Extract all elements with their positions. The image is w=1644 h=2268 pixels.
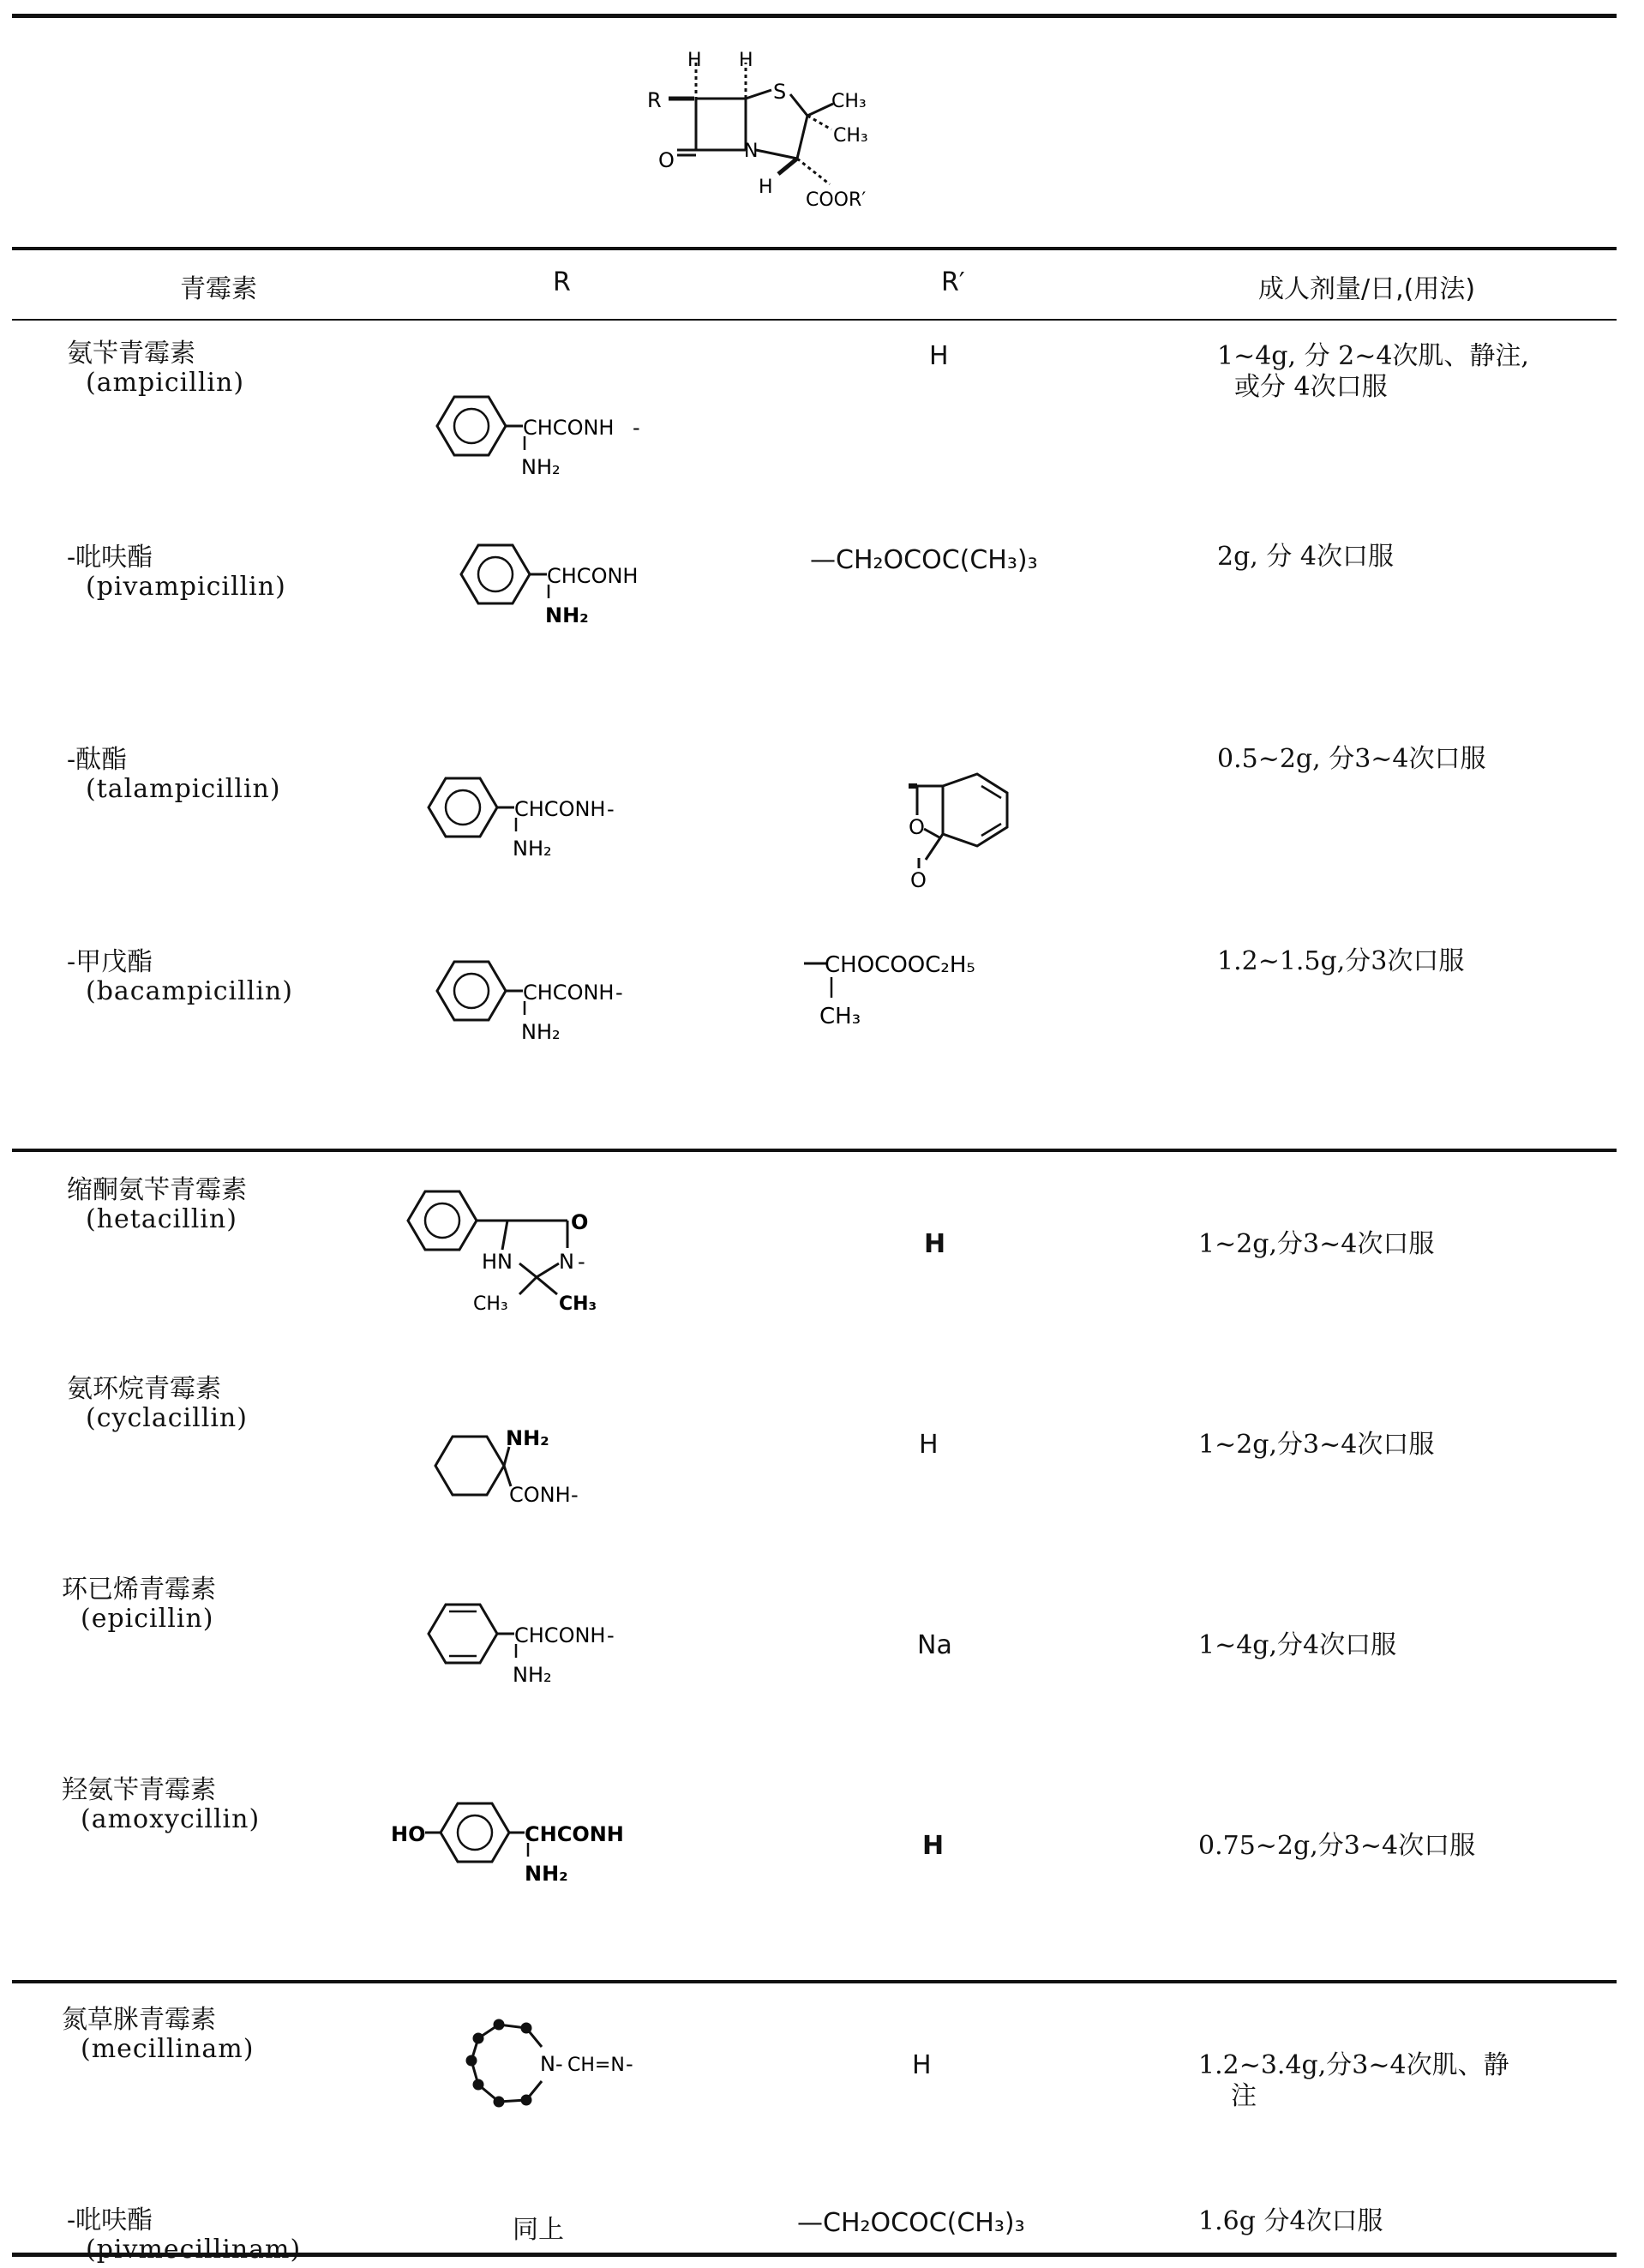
bond-dash: - bbox=[571, 1483, 579, 1507]
dose-line: 1~4g, 分 2~4次肌、静注, bbox=[1217, 341, 1529, 371]
r-prime-value: —CH₂OCOC(CH₃)₃ bbox=[797, 2208, 1025, 2238]
n-label: N bbox=[559, 1250, 574, 1274]
drug-name bbox=[67, 543, 286, 602]
header-name: 青霉素 bbox=[180, 274, 257, 304]
dose-text bbox=[1198, 1831, 1475, 1862]
drug-name bbox=[62, 1575, 216, 1634]
drug-name bbox=[62, 2006, 254, 2064]
drug-name-latin: (pivampicillin) bbox=[86, 572, 286, 602]
dose-text bbox=[1217, 744, 1486, 775]
bond-dash: - bbox=[578, 1250, 585, 1274]
drug-name bbox=[67, 2206, 301, 2265]
dose-line: 1.2~3.4g,分3~4次肌、静 bbox=[1198, 2050, 1509, 2080]
header-bottom-rule bbox=[12, 319, 1617, 321]
core-n-label: N bbox=[744, 141, 759, 162]
r-group-structure bbox=[463, 2016, 686, 2127]
conh-label: CONH bbox=[509, 1483, 571, 1507]
drug-name-zh: -甲戊酯 bbox=[67, 947, 153, 977]
dose-text bbox=[1217, 946, 1464, 977]
dose-line: 注 bbox=[1231, 2081, 1257, 2111]
drug-name-zh: -酞酯 bbox=[67, 745, 128, 775]
ch3-right-label: CH₃ bbox=[559, 1293, 597, 1315]
dose-text bbox=[1217, 341, 1529, 403]
phthalide-structure bbox=[857, 767, 1029, 892]
drug-name-zh: 环已烯青霉素 bbox=[62, 1575, 216, 1605]
header-r: R bbox=[553, 267, 571, 297]
r-prime-value: H bbox=[919, 1430, 939, 1460]
dose-line: 1~2g,分3~4次口服 bbox=[1198, 1229, 1435, 1259]
r-group-structure bbox=[391, 1797, 648, 1891]
drug-name bbox=[67, 1375, 248, 1433]
dose-line: 1~2g,分3~4次口服 bbox=[1198, 1430, 1435, 1460]
core-s-label: S bbox=[773, 80, 787, 104]
r-group-structure bbox=[420, 771, 634, 866]
drug-name-latin: (amoxycillin) bbox=[81, 1804, 261, 1834]
drug-name-zh: -吡呋酯 bbox=[67, 543, 153, 573]
phthalide-ring-o: O bbox=[909, 815, 925, 839]
drug-name bbox=[67, 1176, 247, 1234]
core-ch3-top: CH₃ bbox=[831, 91, 867, 112]
ch3-label: CH₃ bbox=[819, 1004, 861, 1029]
n-label: N bbox=[540, 2052, 555, 2076]
r-prime-value: H bbox=[922, 1831, 945, 1861]
core-ch3-bottom: CH₃ bbox=[833, 125, 868, 147]
drug-name-latin: (talampicillin) bbox=[86, 774, 281, 804]
drug-name bbox=[67, 948, 293, 1006]
dose-line: 0.75~2g,分3~4次口服 bbox=[1198, 1831, 1476, 1861]
bond-dash: - bbox=[615, 981, 623, 1005]
nh2-label: NH₂ bbox=[513, 837, 552, 861]
core-h-bottom: H bbox=[759, 177, 773, 198]
dose-line: 1~4g,分4次口服 bbox=[1198, 1630, 1397, 1660]
r-prime-value: H bbox=[912, 2050, 932, 2080]
bond-dash: - bbox=[607, 797, 615, 821]
dose-text bbox=[1198, 2206, 1383, 2237]
header-top-rule bbox=[12, 247, 1617, 250]
top-rule bbox=[12, 14, 1617, 18]
core-r-label: R bbox=[647, 88, 662, 112]
drug-name-latin: (epicillin) bbox=[81, 1604, 214, 1634]
chconh-label: CHCONH bbox=[523, 981, 615, 1005]
r-prime-value: H bbox=[924, 1229, 946, 1259]
drug-name-zh: 氨苄青霉素 bbox=[67, 339, 195, 369]
carbonyl-o-label: O bbox=[571, 1210, 589, 1234]
nh2-label: NH₂ bbox=[513, 1663, 552, 1687]
dose-text bbox=[1198, 1430, 1434, 1461]
dose-text bbox=[1198, 1630, 1396, 1661]
drug-name-latin: (cyclacillin) bbox=[86, 1403, 248, 1433]
core-coor-label: COOR′ bbox=[806, 189, 867, 211]
drug-name bbox=[67, 339, 244, 398]
drug-name-latin: (mecillinam) bbox=[81, 2034, 255, 2064]
dose-text bbox=[1198, 2050, 1509, 2112]
r-group-structure bbox=[399, 1185, 622, 1322]
chconh-label: CHCONH bbox=[547, 564, 639, 588]
drug-name-latin: (bacampicillin) bbox=[86, 976, 293, 1006]
dose-line: 1.2~1.5g,分3次口服 bbox=[1217, 946, 1465, 976]
r-prime-structure bbox=[804, 946, 1044, 1041]
bond-dash: - bbox=[626, 2052, 633, 2076]
header-dose: 成人剂量/日,(用法) bbox=[1258, 274, 1476, 304]
group-rule-2 bbox=[12, 1980, 1617, 1983]
r-group-structure bbox=[429, 955, 643, 1049]
ch3-left-label: CH₃ bbox=[473, 1293, 508, 1315]
drug-name-zh: 羟氨苄青霉素 bbox=[62, 1775, 216, 1805]
drug-name bbox=[67, 746, 281, 804]
drug-name-latin: (hetacillin) bbox=[86, 1204, 237, 1234]
drug-name-zh: 缩酮氨苄青霉素 bbox=[67, 1175, 247, 1205]
dose-line: 或分 4次口服 bbox=[1234, 372, 1388, 402]
nh2-label: NH₂ bbox=[506, 1426, 549, 1450]
r-group-structure bbox=[420, 1598, 634, 1692]
dose-text bbox=[1198, 1229, 1434, 1260]
bond-dash: - bbox=[633, 416, 640, 440]
drug-name-latin: (ampicillin) bbox=[86, 368, 245, 398]
r-group-structure bbox=[453, 538, 667, 633]
chconh-label: CHCONH bbox=[514, 797, 606, 821]
ho-label: HO bbox=[391, 1822, 426, 1846]
bond-dash: - bbox=[555, 2052, 563, 2076]
nh2-label: NH₂ bbox=[521, 1020, 561, 1044]
bond-dash: - bbox=[607, 1623, 615, 1647]
drug-name-latin: (pivmecillinam) bbox=[86, 2235, 302, 2265]
drug-name-zh: -吡呋酯 bbox=[67, 2205, 153, 2235]
header-r-prime: R′ bbox=[941, 267, 965, 297]
core-h-left: H bbox=[687, 50, 702, 71]
r-prime-value: Na bbox=[917, 1630, 952, 1660]
nh2-label: NH₂ bbox=[521, 455, 561, 479]
penicillin-core-structure bbox=[643, 47, 917, 219]
group-rule-1 bbox=[12, 1149, 1617, 1152]
ch-eq-n-label: CH=N bbox=[567, 2055, 625, 2076]
dose-line: 2g, 分 4次口服 bbox=[1217, 542, 1394, 572]
nh2-label: NH₂ bbox=[525, 1862, 568, 1886]
hn-label: HN bbox=[482, 1250, 513, 1274]
chococooc2h5-label: CHOCOOC₂H₅ bbox=[825, 952, 975, 978]
drug-name-zh: 氨环烷青霉素 bbox=[67, 1374, 221, 1404]
drug-name-zh: 氮草脒青霉素 bbox=[62, 2005, 216, 2035]
dose-text bbox=[1217, 542, 1394, 573]
r-group-structure bbox=[427, 1413, 633, 1524]
nh2-label: NH₂ bbox=[545, 603, 589, 627]
chconh-label: CHCONH bbox=[514, 1623, 606, 1647]
chconh-label: CHCONH bbox=[523, 416, 615, 440]
phthalide-carbonyl-o: O bbox=[910, 868, 927, 892]
chconh-label: CHCONH bbox=[525, 1822, 624, 1846]
r-group-structure bbox=[429, 390, 651, 484]
core-h-right: H bbox=[739, 50, 753, 71]
core-o-label: O bbox=[658, 148, 675, 172]
dose-line: 1.6g 分4次口服 bbox=[1198, 2206, 1383, 2236]
drug-name bbox=[62, 1776, 260, 1834]
dose-line: 0.5~2g, 分3~4次口服 bbox=[1217, 744, 1486, 774]
r-prime-value: H bbox=[929, 341, 949, 371]
r-prime-value: —CH₂OCOC(CH₃)₃ bbox=[810, 545, 1038, 575]
r-group-same-as-above: 同上 bbox=[513, 2215, 564, 2245]
